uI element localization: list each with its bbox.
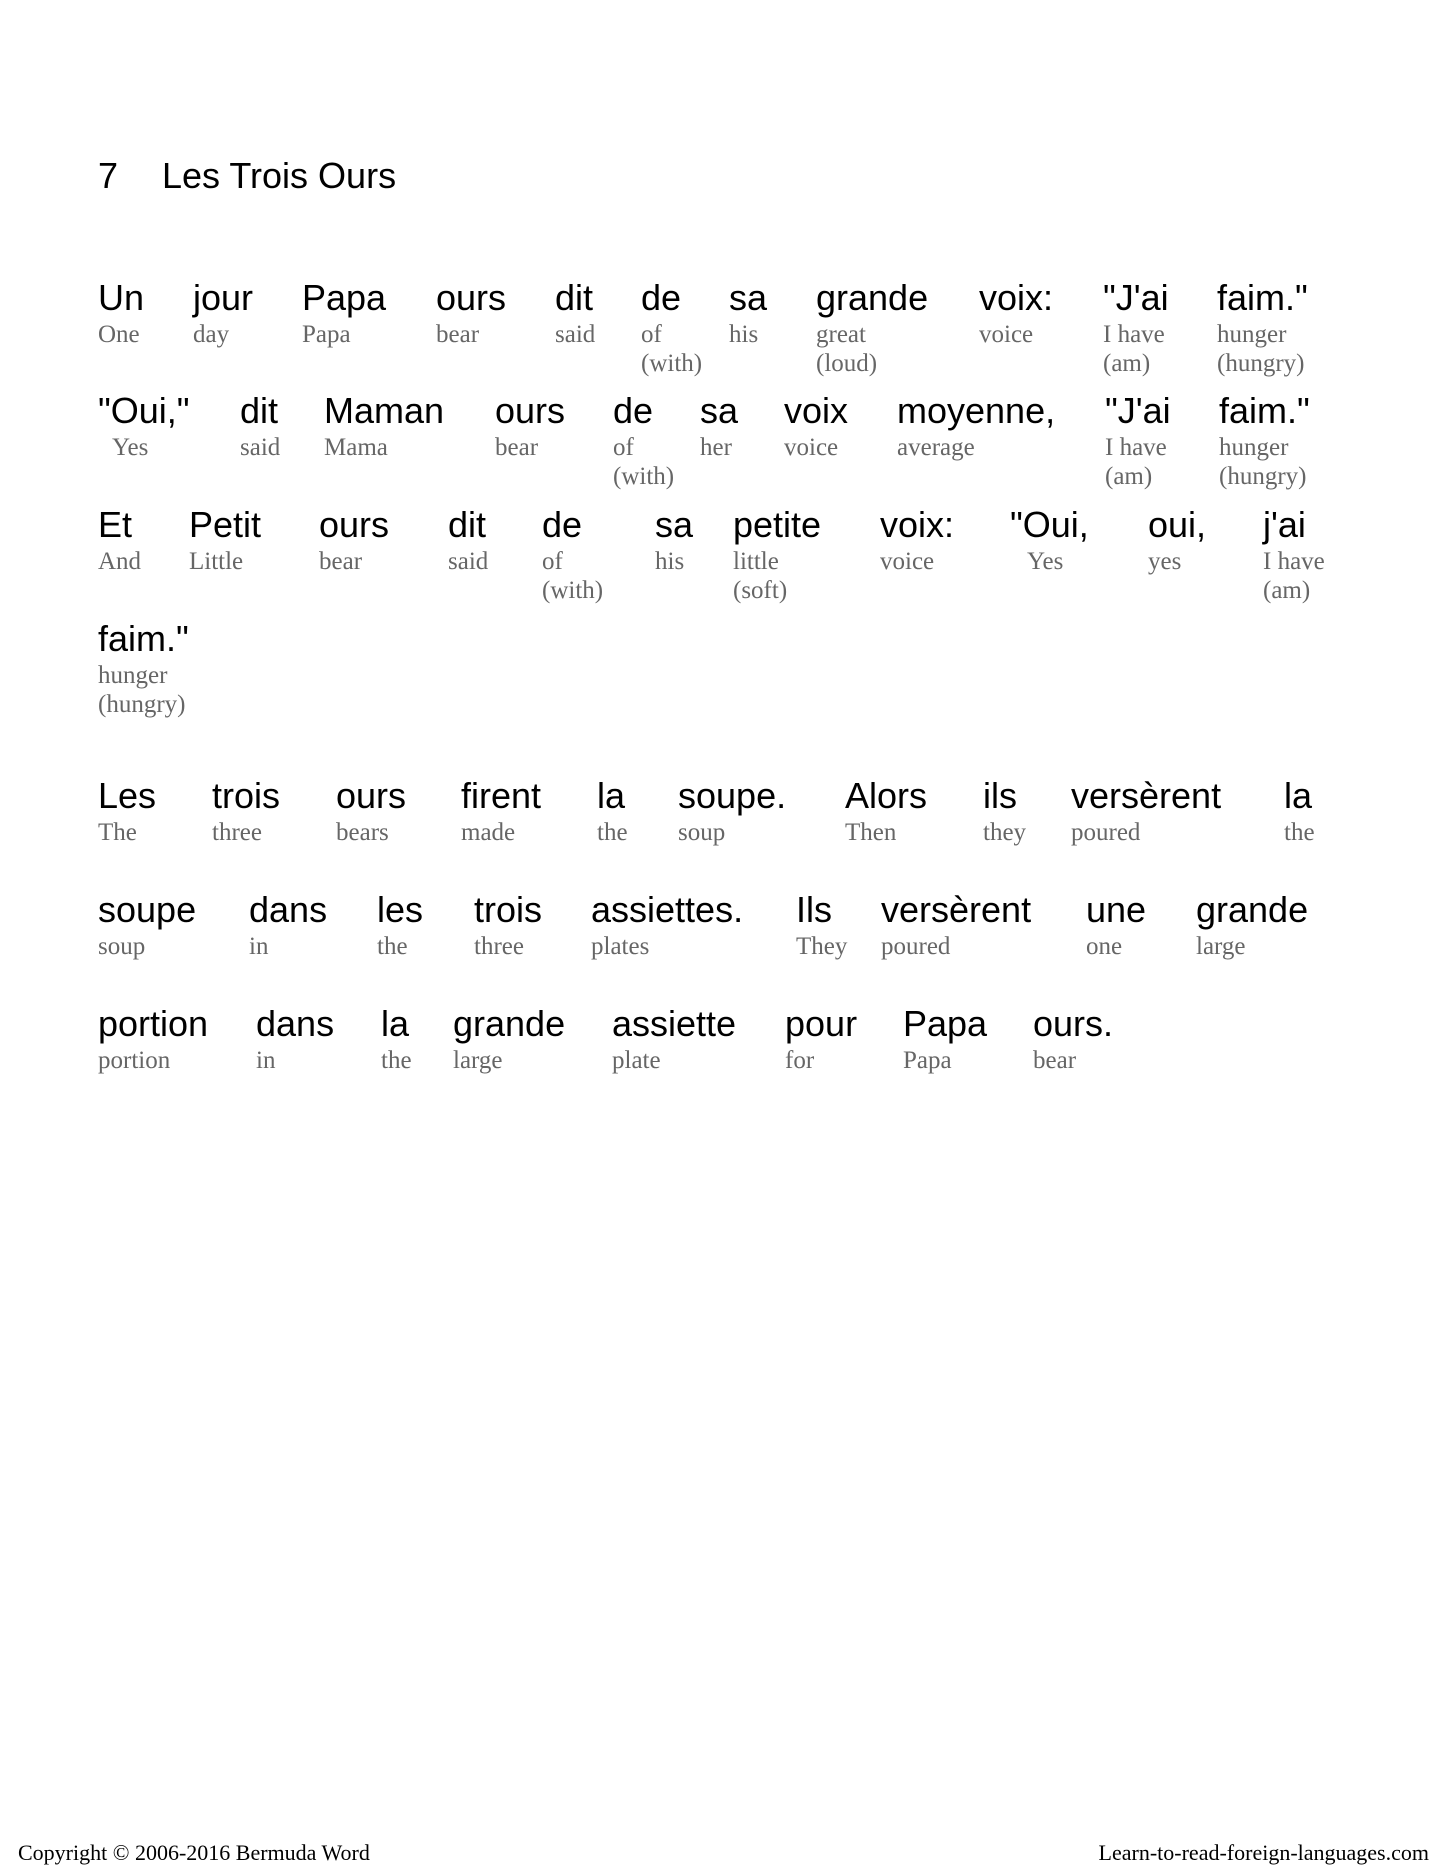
english-gloss: of — [542, 548, 563, 575]
english-gloss: the — [597, 819, 628, 846]
french-word: de — [542, 504, 583, 545]
english-gloss: poured — [1071, 819, 1141, 846]
french-word: dit — [555, 277, 594, 318]
french-word: ils — [983, 775, 1017, 816]
french-word: une — [1086, 889, 1147, 930]
word-pair — [881, 890, 1031, 961]
english-gloss: I have — [1105, 434, 1167, 461]
english-gloss-alt: (with) — [613, 463, 675, 490]
word-pair — [655, 505, 693, 576]
word-pair — [495, 391, 565, 462]
english-gloss: the — [377, 933, 408, 960]
word-pair — [193, 278, 253, 349]
word-pair — [336, 776, 406, 847]
english-gloss: little — [733, 548, 779, 575]
word-pair — [1105, 391, 1171, 491]
english-gloss-alt: (with) — [641, 350, 703, 377]
word-pair — [1196, 890, 1308, 961]
french-word: dans — [249, 889, 328, 930]
chapter-number: 7 — [98, 155, 119, 196]
english-gloss: bear — [495, 434, 539, 461]
english-gloss: They — [796, 933, 848, 960]
french-word: portion — [98, 1003, 209, 1044]
word-pair — [897, 391, 1055, 462]
word-pair — [98, 776, 156, 847]
french-word: ours — [319, 504, 390, 545]
word-pair — [98, 505, 141, 576]
copyright-notice: Copyright © 2006-2016 Bermuda Word — [18, 1840, 370, 1865]
english-gloss: said — [555, 321, 596, 348]
french-word: voix: — [979, 277, 1054, 318]
english-gloss: bear — [319, 548, 363, 575]
french-word: jour — [193, 277, 254, 318]
french-word: les — [377, 889, 424, 930]
english-gloss: made — [461, 819, 516, 846]
word-pair — [98, 278, 144, 349]
word-pair — [591, 890, 743, 961]
word-pair — [1010, 505, 1089, 576]
english-gloss: portion — [98, 1047, 171, 1074]
english-gloss: soup — [98, 933, 146, 960]
french-word: sa — [655, 504, 694, 545]
english-gloss: his — [655, 548, 685, 575]
word-pair — [302, 278, 386, 349]
word-pair — [474, 890, 542, 961]
word-pair — [212, 776, 280, 847]
english-gloss: Yes — [1027, 548, 1064, 575]
word-pair — [641, 278, 702, 378]
english-gloss: soup — [678, 819, 726, 846]
english-gloss: one — [1086, 933, 1123, 960]
french-word: pour — [785, 1003, 858, 1044]
french-word: de — [613, 390, 654, 431]
word-pair — [983, 776, 1026, 847]
english-gloss: day — [193, 321, 230, 348]
french-word: soupe — [98, 889, 197, 930]
english-gloss: Papa — [302, 321, 351, 348]
english-gloss: her — [700, 434, 732, 461]
website-name: Learn-to-read-foreign-languages.com — [1098, 1840, 1429, 1865]
word-pair — [461, 776, 541, 847]
word-pair — [98, 619, 189, 719]
english-gloss: I have — [1263, 548, 1325, 575]
word-pair — [324, 391, 444, 462]
word-pair — [1103, 278, 1169, 378]
french-word: de — [641, 277, 682, 318]
french-word: voix — [784, 390, 849, 431]
english-gloss: in — [256, 1047, 276, 1074]
word-pair — [319, 505, 389, 576]
english-gloss: of — [641, 321, 662, 348]
word-pair — [903, 1004, 987, 1075]
french-word: Les — [98, 775, 157, 816]
french-word: Maman — [324, 390, 445, 431]
french-word: trois — [212, 775, 281, 816]
english-gloss: I have — [1103, 321, 1165, 348]
english-gloss: Then — [845, 819, 897, 846]
english-gloss: Mama — [324, 434, 388, 461]
word-pair — [597, 776, 628, 847]
english-gloss: the — [1284, 819, 1315, 846]
word-pair — [189, 505, 261, 576]
word-pair — [784, 391, 848, 462]
english-gloss: hunger — [98, 662, 168, 689]
word-pair — [256, 1004, 334, 1075]
french-word: Ils — [796, 889, 832, 930]
french-word: ours — [336, 775, 407, 816]
english-gloss: One — [98, 321, 140, 348]
english-gloss: bear — [1033, 1047, 1077, 1074]
word-pair — [448, 505, 488, 576]
word-pair — [733, 505, 821, 605]
french-word: soupe. — [678, 775, 787, 816]
english-gloss: his — [729, 321, 759, 348]
word-pair — [979, 278, 1053, 349]
french-word: la — [597, 775, 626, 816]
english-gloss: voice — [784, 434, 839, 461]
english-gloss: Yes — [112, 434, 149, 461]
french-word: Un — [98, 277, 145, 318]
english-gloss-alt: (with) — [542, 577, 604, 604]
word-pair — [1033, 1004, 1113, 1075]
word-pair — [1217, 278, 1308, 378]
english-gloss-alt: (hungry) — [1219, 463, 1307, 490]
word-pair — [1071, 776, 1221, 847]
word-pair — [249, 890, 327, 961]
word-pair — [816, 278, 928, 378]
word-pair — [377, 890, 423, 961]
english-gloss: large — [453, 1047, 503, 1074]
french-word: versèrent — [1071, 775, 1222, 816]
word-pair — [240, 391, 280, 462]
english-gloss-alt: (am) — [1105, 463, 1153, 490]
word-pair — [880, 505, 954, 576]
word-pair — [453, 1004, 565, 1075]
word-pair — [612, 1004, 736, 1075]
french-word: "J'ai — [1105, 390, 1171, 431]
english-gloss: in — [249, 933, 269, 960]
french-word: dit — [240, 390, 279, 431]
french-word: Papa — [302, 277, 387, 318]
word-pair — [381, 1004, 412, 1075]
french-word: sa — [729, 277, 768, 318]
french-word: petite — [733, 504, 822, 545]
english-gloss: poured — [881, 933, 951, 960]
english-gloss: said — [448, 548, 489, 575]
word-pair — [785, 1004, 857, 1075]
french-word: assiette — [612, 1003, 737, 1044]
french-word: ours — [495, 390, 566, 431]
word-pair — [613, 391, 674, 491]
french-word: assiettes. — [591, 889, 744, 930]
french-word: dit — [448, 504, 487, 545]
french-word: ours — [436, 277, 507, 318]
english-gloss: plate — [612, 1047, 661, 1074]
french-word: Alors — [845, 775, 928, 816]
english-gloss: The — [98, 819, 137, 846]
english-gloss: three — [212, 819, 262, 846]
english-gloss-alt: (am) — [1263, 577, 1311, 604]
french-word: la — [381, 1003, 410, 1044]
french-word: "Oui," — [98, 390, 190, 431]
word-pair — [1148, 505, 1206, 576]
english-gloss: hunger — [1217, 321, 1287, 348]
word-pair — [555, 278, 595, 349]
french-word: grande — [816, 277, 929, 318]
french-word: la — [1284, 775, 1313, 816]
english-gloss-alt: (hungry) — [1217, 350, 1305, 377]
word-pair — [436, 278, 506, 349]
word-pair — [98, 890, 196, 961]
french-word: "Oui, — [1010, 504, 1089, 545]
english-gloss: for — [785, 1047, 815, 1074]
french-word: sa — [700, 390, 739, 431]
french-word: dans — [256, 1003, 335, 1044]
french-word: faim." — [1217, 277, 1308, 318]
english-gloss-alt: (am) — [1103, 350, 1151, 377]
french-word: Papa — [903, 1003, 988, 1044]
french-word: oui, — [1148, 504, 1207, 545]
english-gloss-alt: (soft) — [733, 577, 788, 604]
english-gloss: average — [897, 434, 975, 461]
french-word: Petit — [189, 504, 262, 545]
chapter-title: Les Trois Ours — [162, 155, 397, 196]
english-gloss: Little — [189, 548, 244, 575]
french-word: "J'ai — [1103, 277, 1169, 318]
french-word: versèrent — [881, 889, 1032, 930]
english-gloss: the — [381, 1047, 412, 1074]
word-pair — [1263, 505, 1325, 605]
english-gloss: said — [240, 434, 281, 461]
word-pair — [700, 391, 738, 462]
english-gloss: voice — [880, 548, 935, 575]
word-pair — [98, 1004, 208, 1075]
word-pair — [845, 776, 927, 847]
french-word: voix: — [880, 504, 955, 545]
english-gloss: plates — [591, 933, 650, 960]
french-word: firent — [461, 775, 542, 816]
chapter-heading — [98, 155, 397, 196]
english-gloss: large — [1196, 933, 1246, 960]
english-gloss: hunger — [1219, 434, 1289, 461]
english-gloss: they — [983, 819, 1027, 846]
french-word: grande — [453, 1003, 566, 1044]
word-pair — [542, 505, 603, 605]
french-word: j'ai — [1263, 504, 1306, 545]
french-word: moyenne, — [897, 390, 1056, 431]
english-gloss: voice — [979, 321, 1034, 348]
word-pair — [98, 391, 190, 462]
english-gloss: bear — [436, 321, 480, 348]
english-gloss: And — [98, 548, 142, 575]
word-pair — [1086, 890, 1146, 961]
word-pair — [796, 890, 847, 961]
english-gloss: of — [613, 434, 634, 461]
french-word: ours. — [1033, 1003, 1114, 1044]
french-word: faim." — [1219, 390, 1310, 431]
french-word: grande — [1196, 889, 1309, 930]
word-pair — [678, 776, 786, 847]
word-pair — [1284, 776, 1315, 847]
english-gloss: three — [474, 933, 524, 960]
word-pair — [729, 278, 767, 349]
english-gloss: bears — [336, 819, 389, 846]
french-word: trois — [474, 889, 543, 930]
word-pair — [1219, 391, 1310, 491]
english-gloss-alt: (loud) — [816, 350, 878, 377]
english-gloss-alt: (hungry) — [98, 691, 186, 718]
french-word: faim." — [98, 618, 189, 659]
french-word: Et — [98, 504, 133, 545]
english-gloss: great — [816, 321, 866, 348]
english-gloss: yes — [1148, 548, 1182, 575]
english-gloss: Papa — [903, 1047, 952, 1074]
